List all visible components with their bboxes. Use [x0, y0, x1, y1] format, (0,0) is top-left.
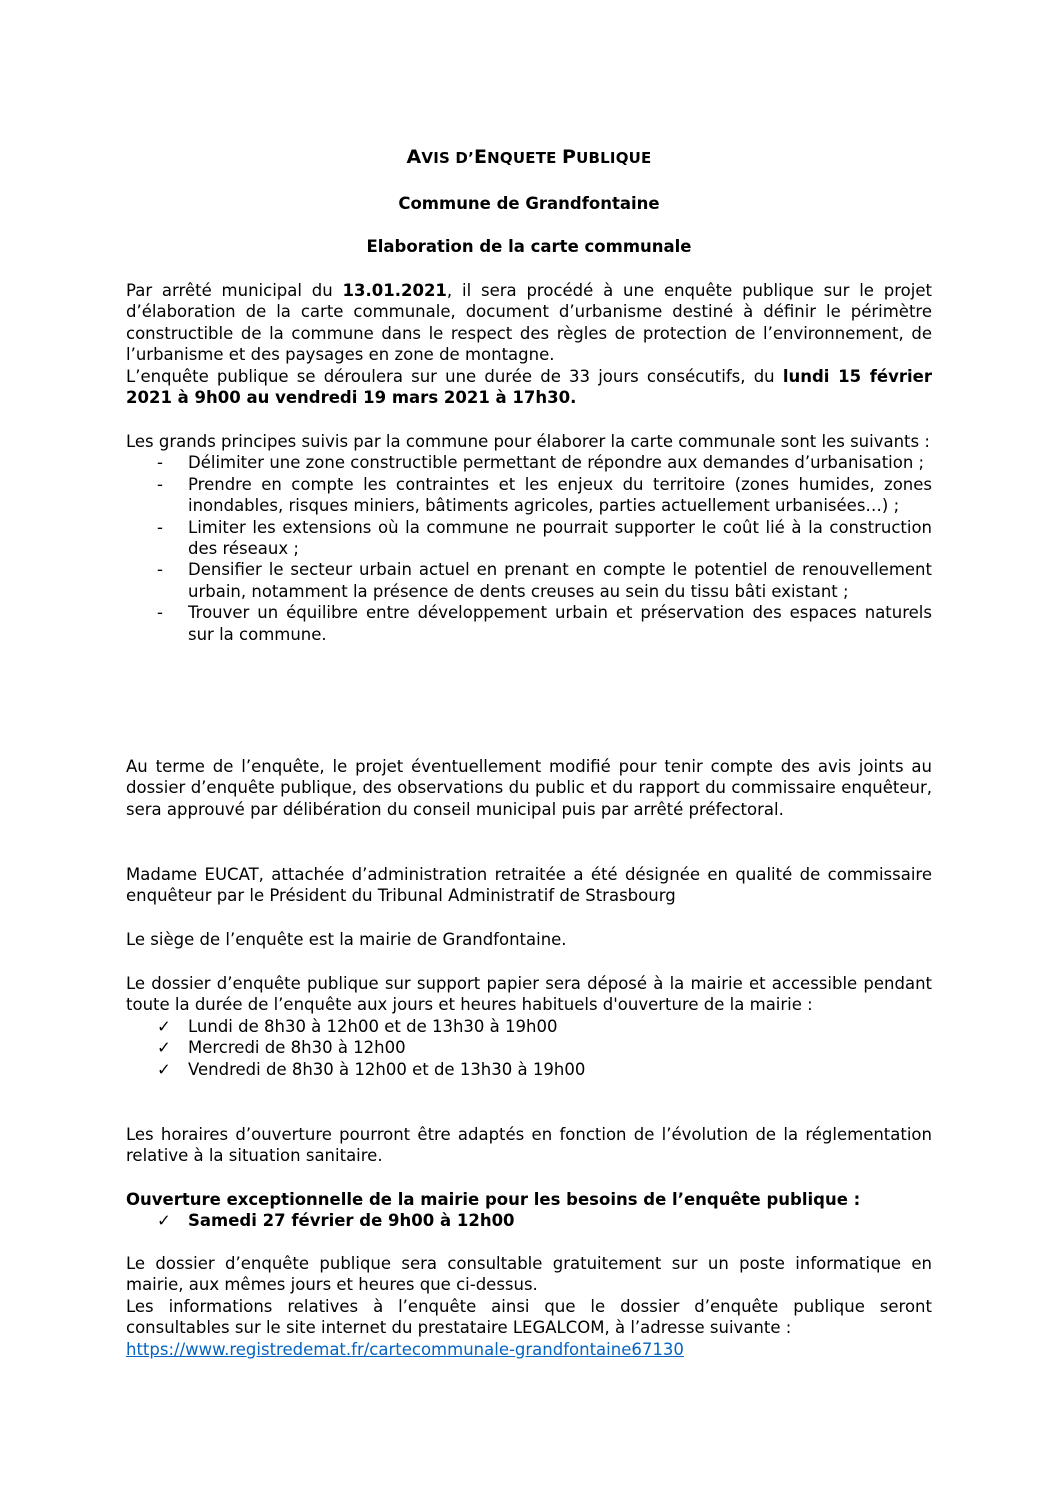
seat-paragraph: Le siège de l’enquête est la mairie de Grandfontaine. [126, 930, 567, 949]
adaptation-section [126, 1124, 932, 1167]
registry-link[interactable]: https://www.registredemat.fr/cartecommunale-grandfontaine67130 [126, 1339, 684, 1359]
list-item: ✓ Lundi de 8h30 à 12h00 et de 13h30 à 19h00 [157, 1016, 558, 1036]
paper-file-section [126, 973, 932, 1080]
list-item: - Prendre en compte les contraintes et les enjeux du territoire (zones humides, zones inondables, risques miniers, bâtiments agricoles, parties actuellement urbanisées…) ; [157, 474, 932, 516]
consultation-section [126, 1253, 932, 1360]
intro-paragraph: Par arrêté municipal du 13.01.2021, il sera procédé à une enquête publique sur le projet d’élaboration de la carte communale, document d’urbanisme destiné à définir le périmètre constructible de la commune dans le respect des règles de protection de l’environnement, de l’urbanisme et des paysages en zone de montagne. [126, 281, 932, 365]
commune-name: Commune de Grandfontaine [398, 194, 660, 213]
principles-list [126, 452, 932, 645]
opening-hours-list [126, 1016, 932, 1080]
list-item: ✓ Samedi 27 février de 9h00 à 12h00 [157, 1211, 515, 1231]
consultation-paragraph: Le dossier d’enquête publique sera consultable gratuitement sur un poste informatique en mairie, aux mêmes jours et heures que ci-dessus. [126, 1254, 932, 1295]
list-item: - Densifier le secteur urbain actuel en prenant en compte le potentiel de renouvellement urbain, notamment la présence de dents creuses au sein du tissu bâti existant ; [157, 560, 932, 601]
list-item: - Limiter les extensions où la commune ne pourrait supporter le coût lié à la construction des réseaux ; [157, 517, 932, 559]
commissioner-section [126, 864, 932, 907]
list-item: - Trouver un équilibre entre développement urbain et préservation des espaces naturels sur la commune. [157, 603, 932, 644]
check-icon: ✓ [157, 1211, 171, 1231]
intro-section [126, 280, 932, 408]
document-title: AVIS D’ENQUETE PUBLIQUE [406, 146, 652, 168]
list-item: ✓ Mercredi de 8h30 à 12h00 [157, 1038, 406, 1058]
internet-paragraph: Les informations relatives à l’enquête ainsi que le dossier d’enquête publique seront consultables sur le site internet du prestataire LEGALCOM, à l’adresse suivante : [126, 1296, 932, 1338]
check-icon: ✓ [157, 1059, 171, 1079]
project-title: Elaboration de la carte communale [366, 237, 692, 256]
list-item: - Délimiter une zone constructible permettant de répondre aux demandes d’urbanisation ; [157, 453, 925, 473]
exceptional-opening-section [126, 1189, 932, 1232]
list-item: ✓ Vendredi de 8h30 à 12h00 et de 13h30 à 19h00 [157, 1059, 586, 1079]
adaptation-paragraph: Les horaires d’ouverture pourront être adaptés en fonction de l’évolution de la réglementation relative à la situation sanitaire. [126, 1125, 932, 1166]
exceptional-list [126, 1210, 932, 1231]
check-icon: ✓ [157, 1038, 171, 1058]
commissioner-paragraph: Madame EUCAT, attachée d’administration retraitée a été désignée en qualité de commissaire enquêteur par le Président du Tribunal Administratif de Strasbourg [126, 865, 932, 906]
paper-file-paragraph: Le dossier d’enquête publique sur support papier sera déposé à la mairie et accessible pendant toute la durée de l’enquête aux jours et heures habituels d'ouverture de la mairie : [126, 974, 932, 1015]
check-icon: ✓ [157, 1016, 171, 1036]
principles-intro: Les grands principes suivis par la commune pour élaborer la carte communale sont les suivants : [126, 432, 930, 451]
term-section [126, 756, 932, 820]
exceptional-heading: Ouverture exceptionnelle de la mairie pour les besoins de l’enquête publique : [126, 1190, 861, 1209]
seat-section [126, 929, 932, 950]
principles-section [126, 431, 932, 645]
term-paragraph: Au terme de l’enquête, le projet éventuellement modifié pour tenir compte des avis joints au dossier d’enquête publique, des observations du public et du rapport du commissaire enquêteur, sera approuvé par délibération du conseil municipal puis par arrêté préfectoral. [126, 757, 932, 819]
duration-paragraph: L’enquête publique se déroulera sur une durée de 33 jours consécutifs, du lundi 15 février 2021 à 9h00 au vendredi 19 mars 2021 à 17h30. [126, 366, 932, 408]
